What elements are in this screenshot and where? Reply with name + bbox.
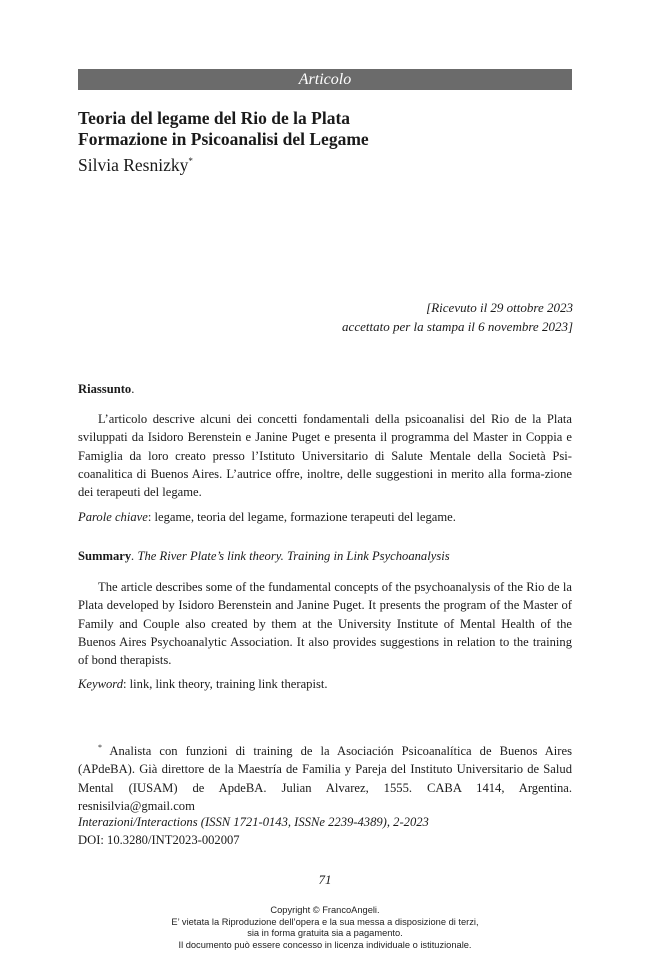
copyright-line-2: E’ vietata la Riproduzione dell’opera e la sua messa a disposizione di terzi, bbox=[171, 916, 479, 927]
author-footnote bbox=[78, 739, 572, 815]
footnote-mark: * bbox=[98, 743, 102, 752]
doi: DOI: 10.3280/INT2023-002007 bbox=[78, 833, 240, 848]
copyright-line-4: Il documento può essere concesso in licenza individuale o istituzionale. bbox=[178, 939, 472, 950]
journal-info bbox=[78, 813, 572, 850]
article-title bbox=[78, 108, 572, 150]
riassunto-heading: Riassunto. bbox=[78, 382, 135, 396]
accepted-line: accettato per la stampa il 6 novembre 2023] bbox=[342, 319, 573, 334]
footnote-text: Analista con funzioni di training de la Asociación Psicoanalítica de Buenos Aires (APdeBA). Già direttore de la Maestría de Familia y Pareja del Instituto Universitario de Salud Mental (IUSAM) de ApdeBA. Julian Alvarez, 1555. CABA 1414, Argentina. resnisilvia@gmail.com bbox=[78, 744, 572, 813]
page-number: 71 bbox=[318, 872, 332, 887]
author-name: Silvia Resnizky bbox=[78, 155, 189, 175]
journal-citation: Interazioni/Interactions (ISSN 1721-0143, ISSNe 2239-4389), 2-2023 bbox=[78, 815, 429, 829]
received-dates bbox=[300, 298, 573, 336]
keyword-value: : link, link theory, training link therapist. bbox=[123, 677, 328, 691]
summary-keywords bbox=[78, 675, 572, 693]
received-line: [Ricevuto il 29 ottobre 2023 bbox=[426, 300, 573, 315]
riassunto-text: L’articolo descrive alcuni dei concetti fondamentali della psicoanalisi del Rio de la Plata sviluppati da Isidoro Berenstein e Janine Puget e presenta il programma del Master in Coppia e Famiglia da loro creato presso l’Istituto Universitario di Salute Mentale della Società Psi-coanalitica di Buenos Aires. L’autrice offre, inoltre, delle suggestioni in merito alla forma-zione dei terapeuti del legame. bbox=[78, 412, 572, 500]
title-line-1: Teoria del legame del Rio de la Plata bbox=[78, 108, 351, 128]
copyright-line-3: sia in forma gratuita sia a pagamento. bbox=[247, 928, 403, 939]
author-footnote-mark: * bbox=[188, 156, 193, 166]
keywords-label: Parole chiave bbox=[78, 510, 148, 524]
title-line-2: Formazione in Psicoanalisi del Legame bbox=[78, 129, 369, 149]
section-banner: Articolo bbox=[78, 69, 572, 90]
riassunto-keywords bbox=[78, 508, 572, 526]
summary-subtitle: . The River Plate’s link theory. Training in Link Psychoanalysis bbox=[131, 549, 450, 563]
author bbox=[78, 151, 193, 176]
copyright-notice bbox=[0, 905, 650, 951]
summary-heading: Summary. The River Plate’s link theory. Training in Link Psychoanalysis bbox=[78, 549, 450, 563]
keywords-value: : legame, teoria del legame, formazione terapeuti del legame. bbox=[147, 510, 456, 524]
copyright-line-1: Copyright © FrancoAngeli. bbox=[270, 905, 380, 915]
keyword-label: Keyword bbox=[78, 677, 124, 691]
summary-text: The article describes some of the fundamental concepts of the psychoanalysis of the Rio de la Plata developed by Isidoro Berenstein and Janine Puget. It presents the program of the Master of Family and Couple also created by them at the University Institute of Mental Health of the Buenos Aires Psychoanalytic Association. It also provides suggestions in relation to the training of bond therapists. bbox=[78, 580, 572, 668]
